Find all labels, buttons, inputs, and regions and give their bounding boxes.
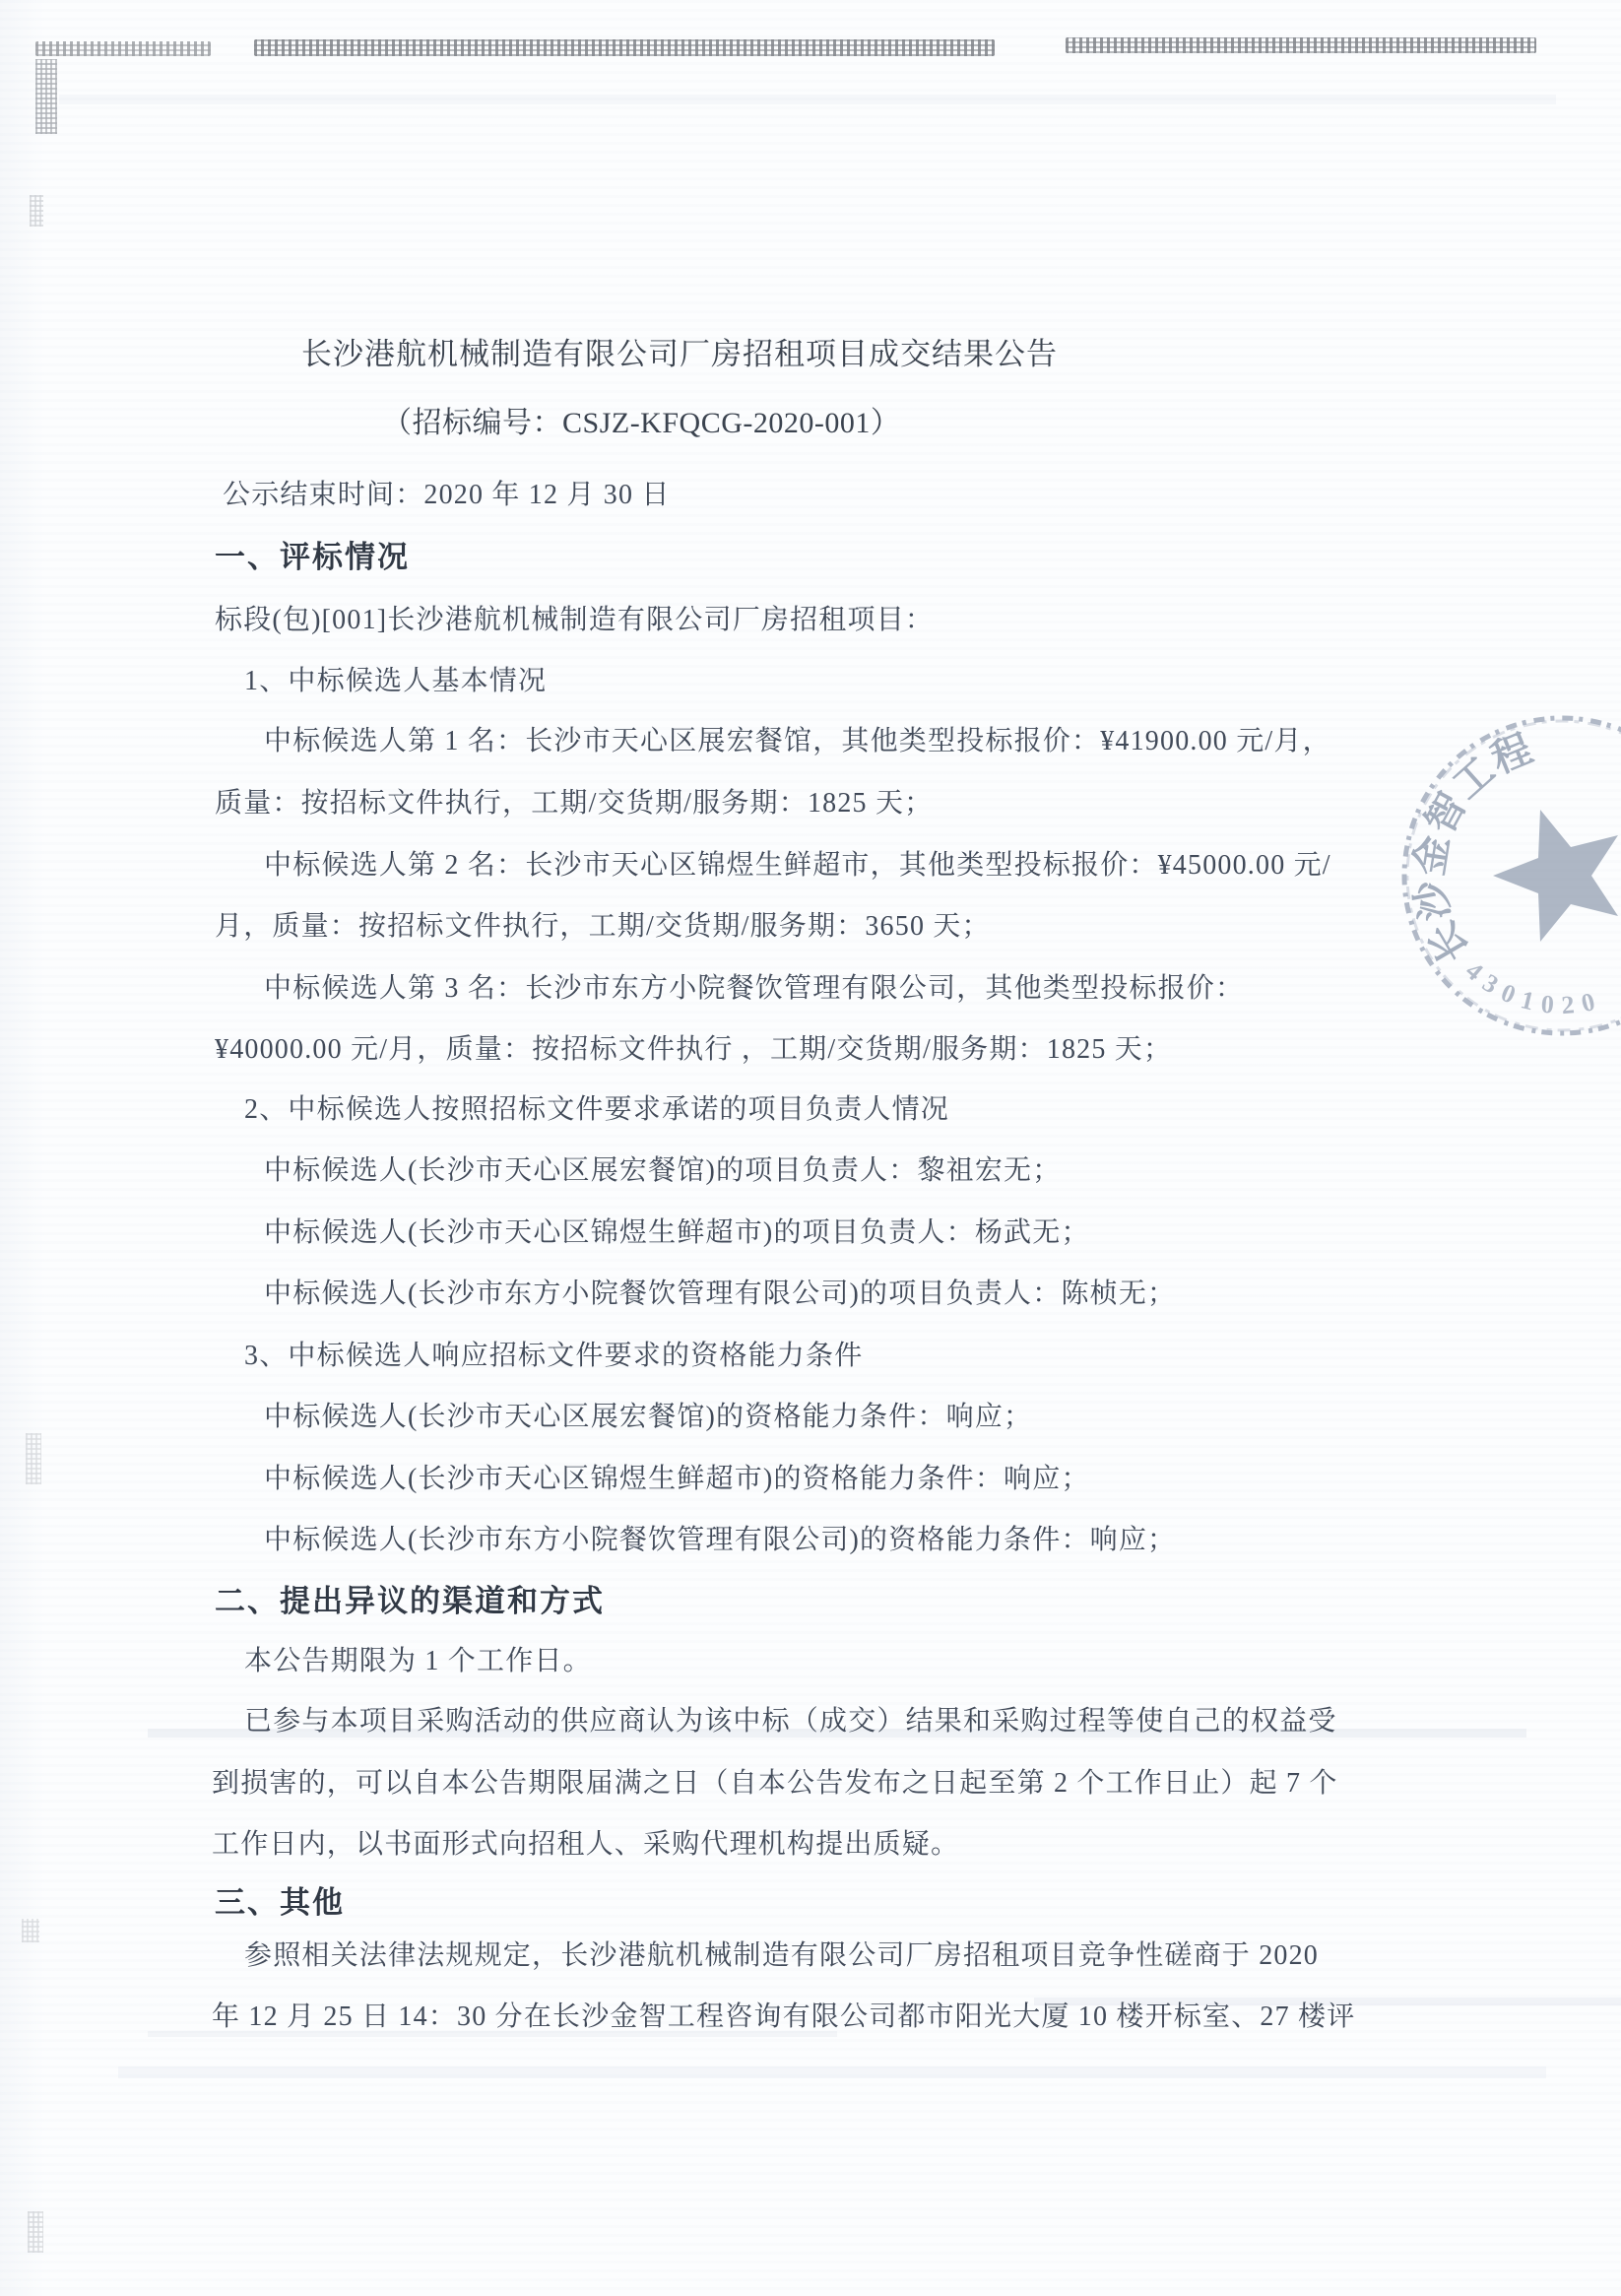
doc-subheading: 1、中标候选人基本情况 (244, 666, 548, 696)
document-title: 长沙港航机械制造有限公司厂房招租项目成交结果公告 (301, 337, 1058, 371)
doc-line: 月，质量：按招标文件执行，工期/交货期/服务期：3650 天； (215, 911, 991, 942)
scan-artifact (28, 2211, 43, 2253)
section-heading-3: 三、其他 (215, 1885, 345, 1920)
doc-line: 中标候选人(长沙市天心区锦煜生鲜超市)的项目负责人：杨武无； (264, 1217, 1090, 1248)
scan-artifact (35, 41, 211, 56)
doc-line: 工作日内，以书面形式向招租人、采购代理机构提出质疑。 (212, 1829, 960, 1860)
document-subtitle: （招标编号：CSJZ-KFQCG-2020-001） (382, 407, 901, 439)
doc-line: 本公告期限为 1 个工作日。 (244, 1646, 592, 1676)
scan-artifact (118, 2066, 1546, 2078)
doc-line-publicity-end: 公示结束时间：2020 年 12 月 30 日 (223, 480, 671, 510)
scan-artifact (59, 95, 1556, 104)
doc-line: 中标候选人第 2 名：长沙市天心区锦煜生鲜超市，其他类型投标报价：¥45000.00 元/ (264, 850, 1331, 881)
section-heading-1: 一、评标情况 (215, 540, 410, 574)
scan-artifact (35, 59, 57, 134)
scan-artifact (30, 195, 43, 227)
doc-line: 中标候选人(长沙市天心区展宏餐馆)的项目负责人：黎祖宏无； (264, 1155, 1062, 1186)
doc-line: 中标候选人第 1 名：长沙市天心区展宏餐馆，其他类型投标报价：¥41900.00 元/月， (264, 726, 1331, 756)
doc-line: 到损害的，可以自本公告期限届满之日（自本公告发布之日起至第 2 个工作日止）起 7 个 (212, 1768, 1338, 1799)
stamp-outer-ring (1404, 718, 1621, 1033)
stamp-star (1493, 810, 1618, 942)
doc-line: 中标候选人第 3 名：长沙市东方小院餐饮管理有限公司，其他类型投标报价： (264, 973, 1245, 1004)
scan-artifact (26, 1433, 41, 1484)
doc-line: 标段(包)[001]长沙港航机械制造有限公司厂房招租项目： (215, 605, 935, 635)
scan-artifact (1066, 37, 1536, 53)
doc-line: 质量：按招标文件执行，工期/交货期/服务期：1825 天； (215, 788, 934, 819)
doc-subheading: 3、中标候选人响应招标文件要求的资格能力条件 (244, 1341, 864, 1371)
stamp-serial-number: 4301020 (1459, 955, 1607, 1020)
scan-artifact (254, 39, 995, 56)
doc-line: 已参与本项目采购活动的供应商认为该中标（成交）结果和采购过程等使自己的权益受 (244, 1706, 1337, 1737)
doc-line: 年 12 月 25 日 14：30 分在长沙金智工程咨询有限公司都市阳光大厦 10 楼开标室、27 楼评 (212, 2001, 1356, 2032)
scan-artifact (22, 1919, 39, 1942)
doc-line: 参照相关法律法规规定，长沙港航机械制造有限公司厂房招租项目竞争性磋商于 2020 (244, 1940, 1320, 1971)
doc-subheading: 2、中标候选人按照招标文件要求承诺的项目负责人情况 (244, 1094, 950, 1125)
stamp-arc-text: 长沙金智工程 (1406, 725, 1539, 971)
stamp-outer-ring-texture (1407, 721, 1621, 1030)
doc-line: 中标候选人(长沙市天心区锦煜生鲜超市)的资格能力条件：响应； (264, 1464, 1090, 1494)
doc-line: 中标候选人(长沙市东方小院餐饮管理有限公司)的项目负责人：陈桢无； (264, 1279, 1177, 1309)
doc-line: ¥40000.00 元/月，质量：按招标文件执行 ，工期/交货期/服务期：1825 天； (215, 1034, 1173, 1065)
doc-line: 中标候选人(长沙市天心区展宏餐馆)的资格能力条件：响应； (264, 1402, 1033, 1432)
doc-line: 中标候选人(长沙市东方小院餐饮管理有限公司)的资格能力条件：响应； (264, 1525, 1177, 1555)
section-heading-2: 二、提出异议的渠道和方式 (215, 1584, 605, 1618)
